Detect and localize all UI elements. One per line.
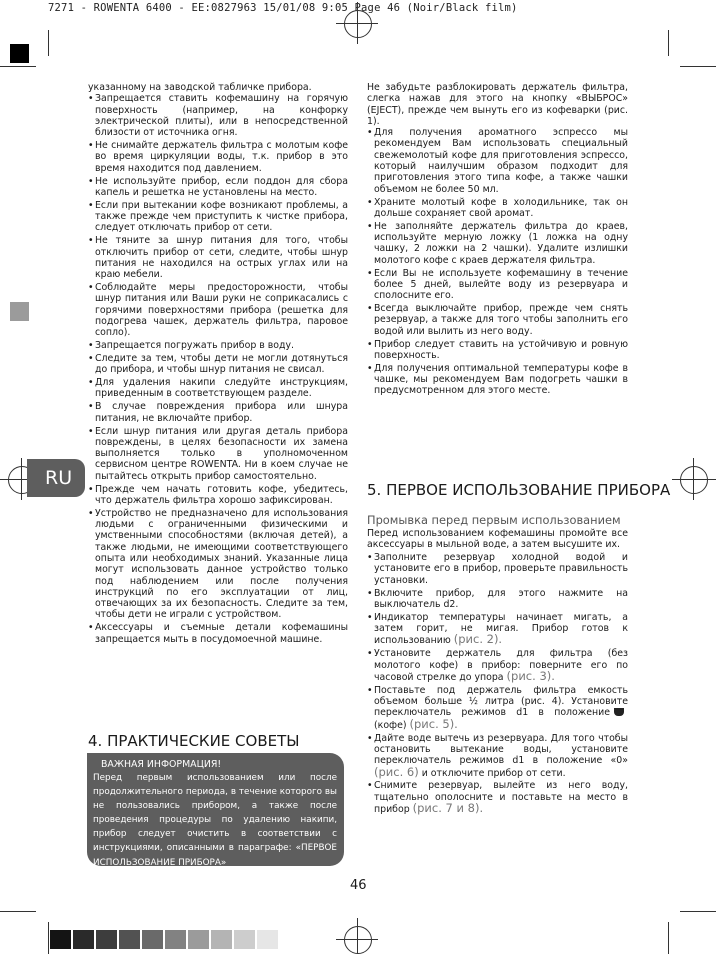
- registration-line: [357, 918, 358, 954]
- crop-mark: [680, 911, 716, 912]
- list-item: • Не снимайте держатель фильтра с молотым кофе во время циркуляции воды, т.к. прибор в это время находится под давлением.: [88, 140, 348, 174]
- list-item: • Следите за тем, чтобы дети не могли дотянуться до прибора, и чтобы шнур питания не свисал.: [88, 353, 348, 376]
- list-item: [367, 588, 628, 611]
- registration-mark-bottom: [344, 926, 372, 954]
- list-item: • Не заполняйте держатель фильтра до краев, используйте мерную ложку (1 ложка на одну чашку, 2 ложки на 2 чашки). Удалите излишки молотого кофе с краев держателя фильтра.: [367, 221, 628, 266]
- color-swatch: [119, 930, 140, 949]
- page-number: 46: [350, 878, 367, 893]
- color-swatch: [234, 930, 255, 949]
- list-item: • Не тяните за шнур питания для того, чтобы отключить прибор от сети, следите, чтобы шнур питания не находился на острых углах или на краю мебели.: [88, 235, 348, 280]
- list-item: [367, 685, 628, 731]
- list-item-text: Индикатор температуры начинает мигать, а затем горит, не мигая. Прибор готов к использованию: [374, 611, 628, 647]
- paragraph: Не забудьте разблокировать держатель фильтра, слегка нажав для этого на кнопку «ВЫБРОС» (EJECT), прежде чем вынуть его из кофеварки (рис. 1).: [367, 82, 628, 127]
- coffee-cup-icon: [614, 708, 624, 716]
- list-item: • Запрещается погружать прибор в воду.: [88, 340, 348, 351]
- list-item: • Если Вы не используете кофемашину в течение более 5 дней, вылейте воду из резервуара и сполосните его.: [367, 268, 628, 302]
- registration-line: [336, 23, 378, 24]
- section-4-title: 4. ПРАКТИЧЕСКИЕ СОВЕТЫ: [88, 732, 300, 750]
- registration-mark-top: [344, 10, 372, 38]
- list-item-text: (кофе): [374, 719, 407, 731]
- figure-reference: (рис. 6): [374, 764, 419, 779]
- registration-black-square: [10, 44, 29, 63]
- list-item: • Для получения оптимальной температуры кофе в чашке, мы рекомендуем Вам подогреть чашки в предусмотренном для этого месте.: [367, 363, 628, 397]
- left-column: [88, 82, 348, 647]
- crop-mark: [0, 66, 36, 67]
- first-use-list: [367, 552, 628, 815]
- figure-reference: (рис. 5).: [409, 716, 458, 731]
- warning-box: [87, 753, 344, 866]
- list-item: • Прибор следует ставить на устойчивую и ровную поверхность.: [367, 339, 628, 362]
- list-item: [367, 552, 628, 586]
- crop-mark: [48, 30, 49, 56]
- list-item: • Аксессуары и съемные детали кофемашины запрещается мыть в посудомоечной машине.: [88, 622, 348, 645]
- list-item-text: Поставьте под держатель фильтра емкость объемом больше ½ литра (рис. 4). Установите переключатель режимов d1 в положение: [374, 684, 628, 719]
- list-item-text: и отключите прибор от сети.: [421, 767, 566, 779]
- section-5-title: 5. ПЕРВОЕ ИСПОЛЬЗОВАНИЕ ПРИБОРА: [367, 481, 671, 499]
- registration-line: [672, 479, 716, 480]
- registration-gray-square: [10, 302, 29, 321]
- paragraph: указанному на заводской табличке прибора.: [88, 82, 312, 93]
- color-swatch: [96, 930, 117, 949]
- list-item: • Если шнур питания или другая деталь прибора повреждены, в целях безопасности их замена выполняется только в уполномоченном сервисном центре ROWENTA. Ни в коем случае не пытайтесь открыть прибор самостоятельно.: [88, 426, 348, 482]
- list-item: [367, 612, 628, 647]
- list-item-text: Снимите резервуар, вылейте из него воду, тщательно ополосните и поставьте на место в прибор: [374, 780, 628, 815]
- crop-mark: [0, 911, 36, 912]
- safety-list: [88, 93, 348, 645]
- list-item-text: Заполните резервуар холодной водой и установите его в прибор, проверьте правильность установки.: [374, 552, 628, 586]
- list-item: [367, 733, 628, 779]
- list-item-text: Установите держатель для фильтра (без молотого кофе) в прибор: поверните его по часовой стрелке до упора: [374, 648, 628, 683]
- color-swatch: [50, 930, 71, 949]
- color-swatch: [142, 930, 163, 949]
- list-item: • Устройство не предназначено для использования людьми с ограниченными физическими и умственными способностями (включая детей), а также людьми, не имеющими соответствующего опыта или необходимых знаний. Указанные лица могут использовать данное устройство только под наблюдением или после получения инструкций по его эксплуатации от лиц, отвечающих за их безопасность. Следите за тем, чтобы дети не играли с устройством.: [88, 508, 348, 621]
- list-item: • В случае повреждения прибора или шнура питания, не включайте прибор.: [88, 401, 348, 424]
- list-item: • Запрещается ставить кофемашину на горячую поверхность (например, на конфорку электрической плиты), или в непосредственной близости от источника огня.: [88, 93, 348, 138]
- warning-paragraph: Перед первым использованием или после продолжительного периода, в течение которого вы не пользовались прибором, а также после проведения процедуры по удалению накипи, прибор следует очистить в соответствии с инструкциями, описанными в параграфе: «ПЕРВОЕ ИСПОЛЬЗОВАНИЕ ПРИБОРА»: [93, 773, 337, 868]
- list-item: • Для получения ароматного эспрессо мы рекомендуем Вам использовать специальный свежемолотый кофе для приготовления эспрессо, который наилучшим образом подходит для приготовления этого типа кофе, а также чашки объемом не более 50 мл.: [367, 127, 628, 195]
- print-header: 7271 - ROWENTA 6400 - EE:0827963 15/01/08 9:05 Page 46 (Noir/Black film): [48, 2, 518, 14]
- list-item: • Для удаления накипи следуйте инструкциям, приведенным в соответствующем разделе.: [88, 377, 348, 400]
- crop-mark: [668, 30, 669, 56]
- figure-reference: (рис. 3).: [506, 668, 555, 683]
- subsection-title: Промывка перед первым использованием: [367, 513, 621, 527]
- color-swatch: [257, 930, 278, 949]
- list-item: • Если при вытекании кофе возникают проблемы, а также прежде чем приступить к чистке прибора, следует отключать прибор от сети.: [88, 200, 348, 234]
- crop-mark: [48, 922, 49, 954]
- crop-mark: [668, 922, 669, 954]
- list-item: [367, 648, 628, 683]
- list-item: [367, 780, 628, 815]
- warning-title: ВАЖНАЯ ИНФОРМАЦИЯ!: [101, 759, 222, 770]
- first-use-column: [367, 528, 628, 817]
- registration-line: [21, 458, 22, 500]
- paragraph: Перед использованием кофемашины промойте все аксессуары в мыльной воде, а затем высушите их.: [367, 528, 628, 551]
- registration-line: [693, 458, 694, 500]
- color-swatch: [188, 930, 209, 949]
- figure-reference: (рис. 7 и 8).: [412, 800, 484, 815]
- language-tab: RU: [27, 459, 85, 497]
- registration-line: [336, 939, 378, 940]
- color-swatch: [73, 930, 94, 949]
- right-column: [367, 82, 628, 398]
- color-swatch: [165, 930, 186, 949]
- list-item: • Соблюдайте меры предосторожности, чтобы шнур питания или Ваши руки не соприкасались с горячими поверхностями прибора (решетка для подогрева чашек, держатель фильтра, паровое сопло).: [88, 282, 348, 338]
- color-swatch: [211, 930, 232, 949]
- list-item: • Храните молотый кофе в холодильнике, так он дольше сохраняет свой аромат.: [367, 197, 628, 220]
- list-item: • Всегда выключайте прибор, прежде чем снять резервуар, а также для того чтобы заполнить его водой или вылить из него воду.: [367, 303, 628, 337]
- crop-mark: [680, 66, 716, 67]
- list-item-text: Дайте воде вытечь из резервуара. Для того чтобы остановить вытекание воды, установите переключатель режимов d1 в положение «0»: [374, 732, 628, 767]
- list-item: • Прежде чем начать готовить кофе, убедитесь, что держатель фильтра хорошо зафиксирован.: [88, 484, 348, 507]
- tips-list: [367, 127, 628, 396]
- warning-text: [93, 771, 337, 870]
- figure-reference: (рис. 2).: [453, 632, 503, 647]
- list-item-text: Включите прибор, для этого нажмите на выключатель d2.: [374, 587, 628, 610]
- registration-mark-right: [680, 466, 708, 494]
- list-item: • Не используйте прибор, если поддон для сбора капель и решетка не установлены на место.: [88, 176, 348, 199]
